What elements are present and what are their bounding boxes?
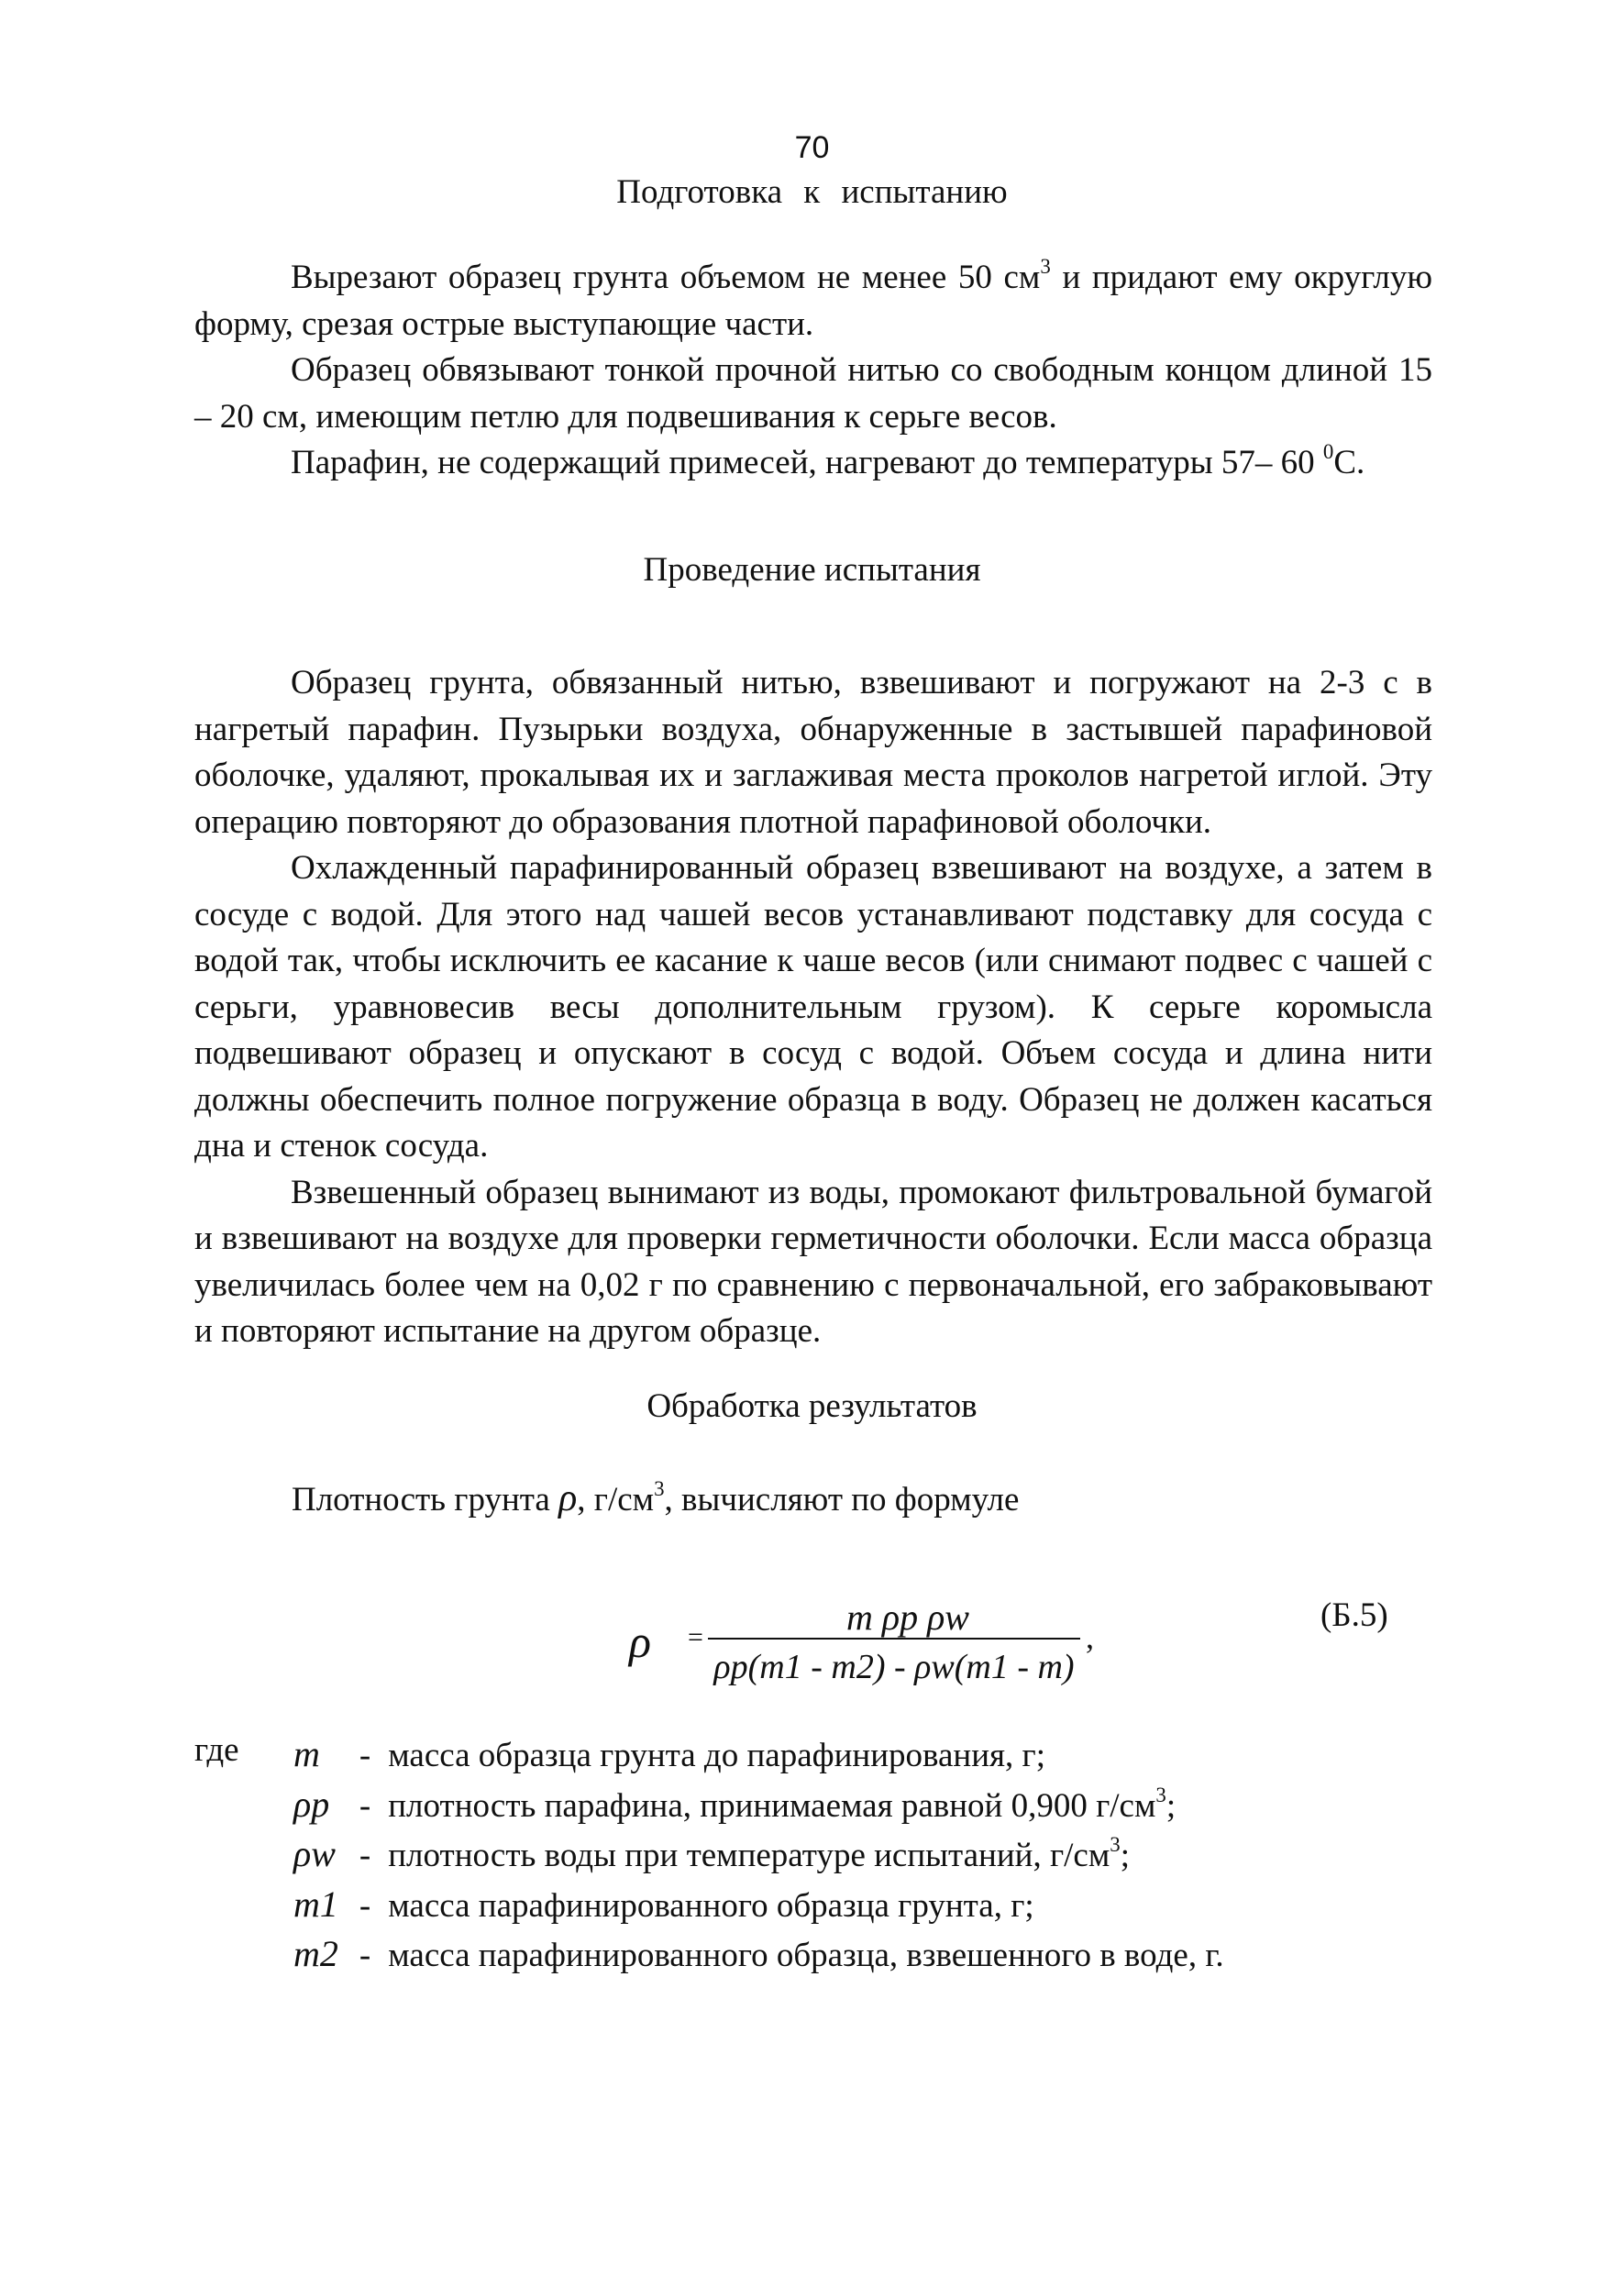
legend-item: m - масса образца грунта до парафинирования, г; [293, 1730, 1224, 1781]
testing-body [194, 660, 1432, 1355]
page-number: 70 [794, 130, 830, 165]
paragraph: Вырезают образец грунта объемом не менее 50 $см^3$ и придают ему округлую форму, срезая острые выступающие части. [194, 254, 1433, 343]
paragraph: Образец грунта, обвязанный нитью, взвешивают и погружают на 2-3 с в нагретый парафин. Пузырьки воздуха, обнаруженные в застывшей парафиновой оболочке, удаляют, прокалывая их и заглаживая места проколов нагретой иглой. Эту операцию повторяют до образования плотной парафиновой оболочки. [194, 664, 1432, 841]
rho-symbol: ρ [558, 1477, 578, 1519]
formula-lhs: ρ [629, 1616, 651, 1667]
formula-number: (Б.5) [1320, 1596, 1388, 1634]
formula-graphic [624, 1582, 1137, 1692]
formula-numerator: m ρp ρw [846, 1596, 969, 1638]
section-title-results: Обработка результатов [646, 1387, 978, 1425]
formula-equals: = [688, 1622, 703, 1652]
legend-item: m1 - масса парафинированного образца грунта, г; [293, 1881, 1224, 1931]
paragraph: Парафин, не содержащий примесей, нагревают до температуры 57– 60 $^0$C. [291, 439, 1365, 481]
preparation-body [194, 255, 1432, 487]
formula-comma: , [1086, 1618, 1094, 1655]
legend-item: ρw - плотность воды при температуре испытаний, $г/см^3$; [293, 1830, 1224, 1881]
paragraph: Охлажденный парафинированный образец взвешивают на воздухе, а затем в сосуде с водой. Для этого над чашей весов устанавливают подставку для сосуда с водой так, чтобы исключить ее касание к чаше весов (или снимают подвес с чашей с серьги, уравновесив весы дополнительным грузом). К серьге коромысла подвешивают образец и опускают в сосуд с водой. Объем сосуда и длина нити должны обеспечить полное погружение образца в воду. Образец не должен касаться дна и стенок сосуда. [194, 849, 1432, 1165]
legend-symbol: m2 [293, 1933, 338, 1974]
formula-denominator: ρp(m1 - m2) - ρw(m1 - m) [713, 1648, 1075, 1686]
density-formula [624, 1582, 1137, 1692]
paragraph: Взвешенный образец вынимают из воды, промокают фильтровальной бумагой и взвешивают на воздухе для проверки герметичности оболочки. Если масса образца увеличилась более чем на 0,02 г по сравнению с первоначальной, его забраковывают и повторяют испытание на другом образце. [194, 1173, 1432, 1350]
section-title-preparation: Подготовка к испытанию [616, 173, 1008, 211]
section-title-testing: Проведение испытания [643, 551, 981, 589]
where-label: где [194, 1731, 239, 1769]
legend-symbol: ρp [293, 1783, 330, 1825]
legend-symbol: m1 [293, 1883, 338, 1925]
legend-item: m2 - масса парафинированного образца, взвешенного в воде, г. [293, 1930, 1224, 1981]
legend-symbol: m [293, 1733, 320, 1774]
symbol-legend [293, 1730, 1224, 1981]
paragraph: Образец обвязывают тонкой прочной нитью со свободным концом длиной 15 – 20 см, имеющим петлю для подвешивания к серьге весов. [194, 351, 1432, 436]
legend-symbol: ρw [293, 1833, 336, 1874]
formula-intro: Плотность грунта ρ, $г/см^3$, вычисляют по формуле [292, 1476, 1020, 1519]
legend-item: ρp - плотность парафина, принимаемая равной 0,900 $г/см^3$; [293, 1781, 1224, 1831]
